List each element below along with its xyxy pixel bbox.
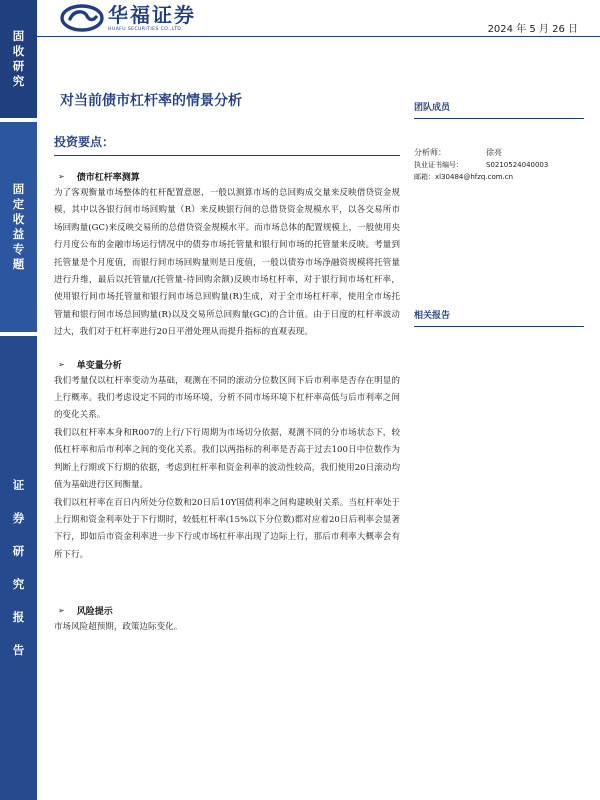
right-column xyxy=(414,100,584,321)
logo-mark-icon xyxy=(60,4,104,32)
logo-english-name: HUAFU SECURITIES CO.,LTD. xyxy=(108,27,184,32)
sidebar-char: 固 xyxy=(12,29,25,43)
sidebar-char: 究 xyxy=(12,74,25,88)
email-label: 邮箱： xyxy=(414,173,435,181)
paragraph: 我们以杠杆率本身和R007的上行/下行周期为市场切分依据，观测不同的分市场状态下，较低杠杆率和后市利率之间的变化关系。我们以两指标的利率是否高于过去100日中位数作为判断上行期或下行期的依据，考虑到杠杆率和资金利率的波动性较高，我们使用20日滚动均值为基础进行区间衡量。 xyxy=(54,427,400,491)
sidebar-char: 券 xyxy=(12,511,25,525)
sidebar-char: 究 xyxy=(12,577,25,591)
arrow-bullet-icon: ➢ xyxy=(58,606,65,616)
sidebar-char: 固 xyxy=(12,182,25,196)
arrow-bullet-icon: ➢ xyxy=(58,172,65,181)
sidebar-char: 题 xyxy=(12,257,25,271)
analyst-label: 分析师： xyxy=(414,148,446,157)
left-sidebar xyxy=(0,0,37,800)
sidebar-char: 报 xyxy=(12,610,25,624)
subsection-heading xyxy=(54,170,400,183)
analyst-info xyxy=(414,147,584,183)
report-date: 2024 年 5 月 26 日 xyxy=(487,24,578,35)
sidebar-char: 专 xyxy=(12,242,25,256)
paragraph: 市场风险超预期，政策边际变化。 xyxy=(54,622,183,633)
sidebar-char: 告 xyxy=(12,643,25,657)
paragraph: 为了客观衡量市场整体的杠杆配置意愿，一般以测算市场的总回购成交量来反映借贷资金规模，其中以各银行间市场回购量（R）来反映银行间的总借贷资金规模水平，以各交易所市场回购量(GC)来反映交易所的总借贷资金规模水平。而市场总体的配置规模上，一般使用央行月度公布的金融市场运行情况中的债券市场托管量和银行间市场的托管量来反映。考量到托管量是个月度值，而银行间市场回购量则是日度值，一般以债券市场净融资规模将托管量进行升维，最后以托管量/(托管量-待回购余额)反映市场杠杆率，对于银行间市场杠杆率，使用银行间市场托管量和银行间市场总回购量(R)生成，对于全市场杠杆率，使用全市场托管量和银行间市场总回购量(R)以及交易所总回购量(GC)的合计值。由于日度的杠杆率波动过大，我们对于杠杆率进行20日平滑处理从而提升指标的直观表现。 xyxy=(54,188,400,338)
logo-name: 华福证券 xyxy=(108,3,196,27)
subsection-title: 单变量分析 xyxy=(76,360,122,371)
related-reports-heading: 相关报告 xyxy=(414,308,584,327)
analyst-name: 徐亮 xyxy=(486,148,502,157)
header-divider xyxy=(37,36,600,37)
sidebar-char: 收 xyxy=(12,212,25,226)
sidebar-middle-label xyxy=(0,122,37,332)
subsection-title: 债市杠杆率测算 xyxy=(76,173,140,183)
team-heading: 团队成员 xyxy=(414,100,584,119)
page-title: 对当前债市杠杆率的情景分析 xyxy=(60,93,242,109)
email-value[interactable]: xl30484@hfzq.com.cn xyxy=(435,173,514,181)
sidebar-char: 研 xyxy=(12,544,25,558)
cert-value: S0210524040003 xyxy=(486,161,549,169)
sidebar-char: 研 xyxy=(12,59,25,73)
sidebar-char: 定 xyxy=(12,197,25,211)
cert-label: 执业证书编号： xyxy=(414,161,463,169)
subsection-heading xyxy=(54,604,400,617)
sidebar-char: 益 xyxy=(12,227,25,241)
subsection-title: 风险提示 xyxy=(76,607,113,618)
sidebar-char: 证 xyxy=(12,478,25,492)
paragraph: 我们考量仅以杠杆率变动为基础，观测在不同的滚动分位数区间下后市利率是否存在明显的上行概率。我们考虑设定不同的市场环境，分析不同市场环境下杠杆率高低与后市利率之间的变化关系。 xyxy=(54,375,400,421)
main-content xyxy=(54,133,400,637)
sidebar-bottom-label xyxy=(0,336,37,800)
subsection-heading xyxy=(54,358,400,371)
sidebar-top-label xyxy=(0,0,37,118)
paragraph: 我们以杠杆率在百日内所处分位数和20日后10Y国债利率之间构建映射关系。当杠杆率处于上行期和资金利率处于下行期时，较低杠杆率(15%以下分位数)都对应着20日后利率会显著下行，即如后市资金利率进一步下行或市场杠杆率出现了边际上行，那后市利率大概率会有所下行。 xyxy=(54,497,400,560)
arrow-bullet-icon: ➢ xyxy=(58,359,65,369)
key-points-title: 投资要点： xyxy=(54,133,400,156)
sidebar-char: 收 xyxy=(12,44,25,58)
company-logo xyxy=(60,4,196,32)
